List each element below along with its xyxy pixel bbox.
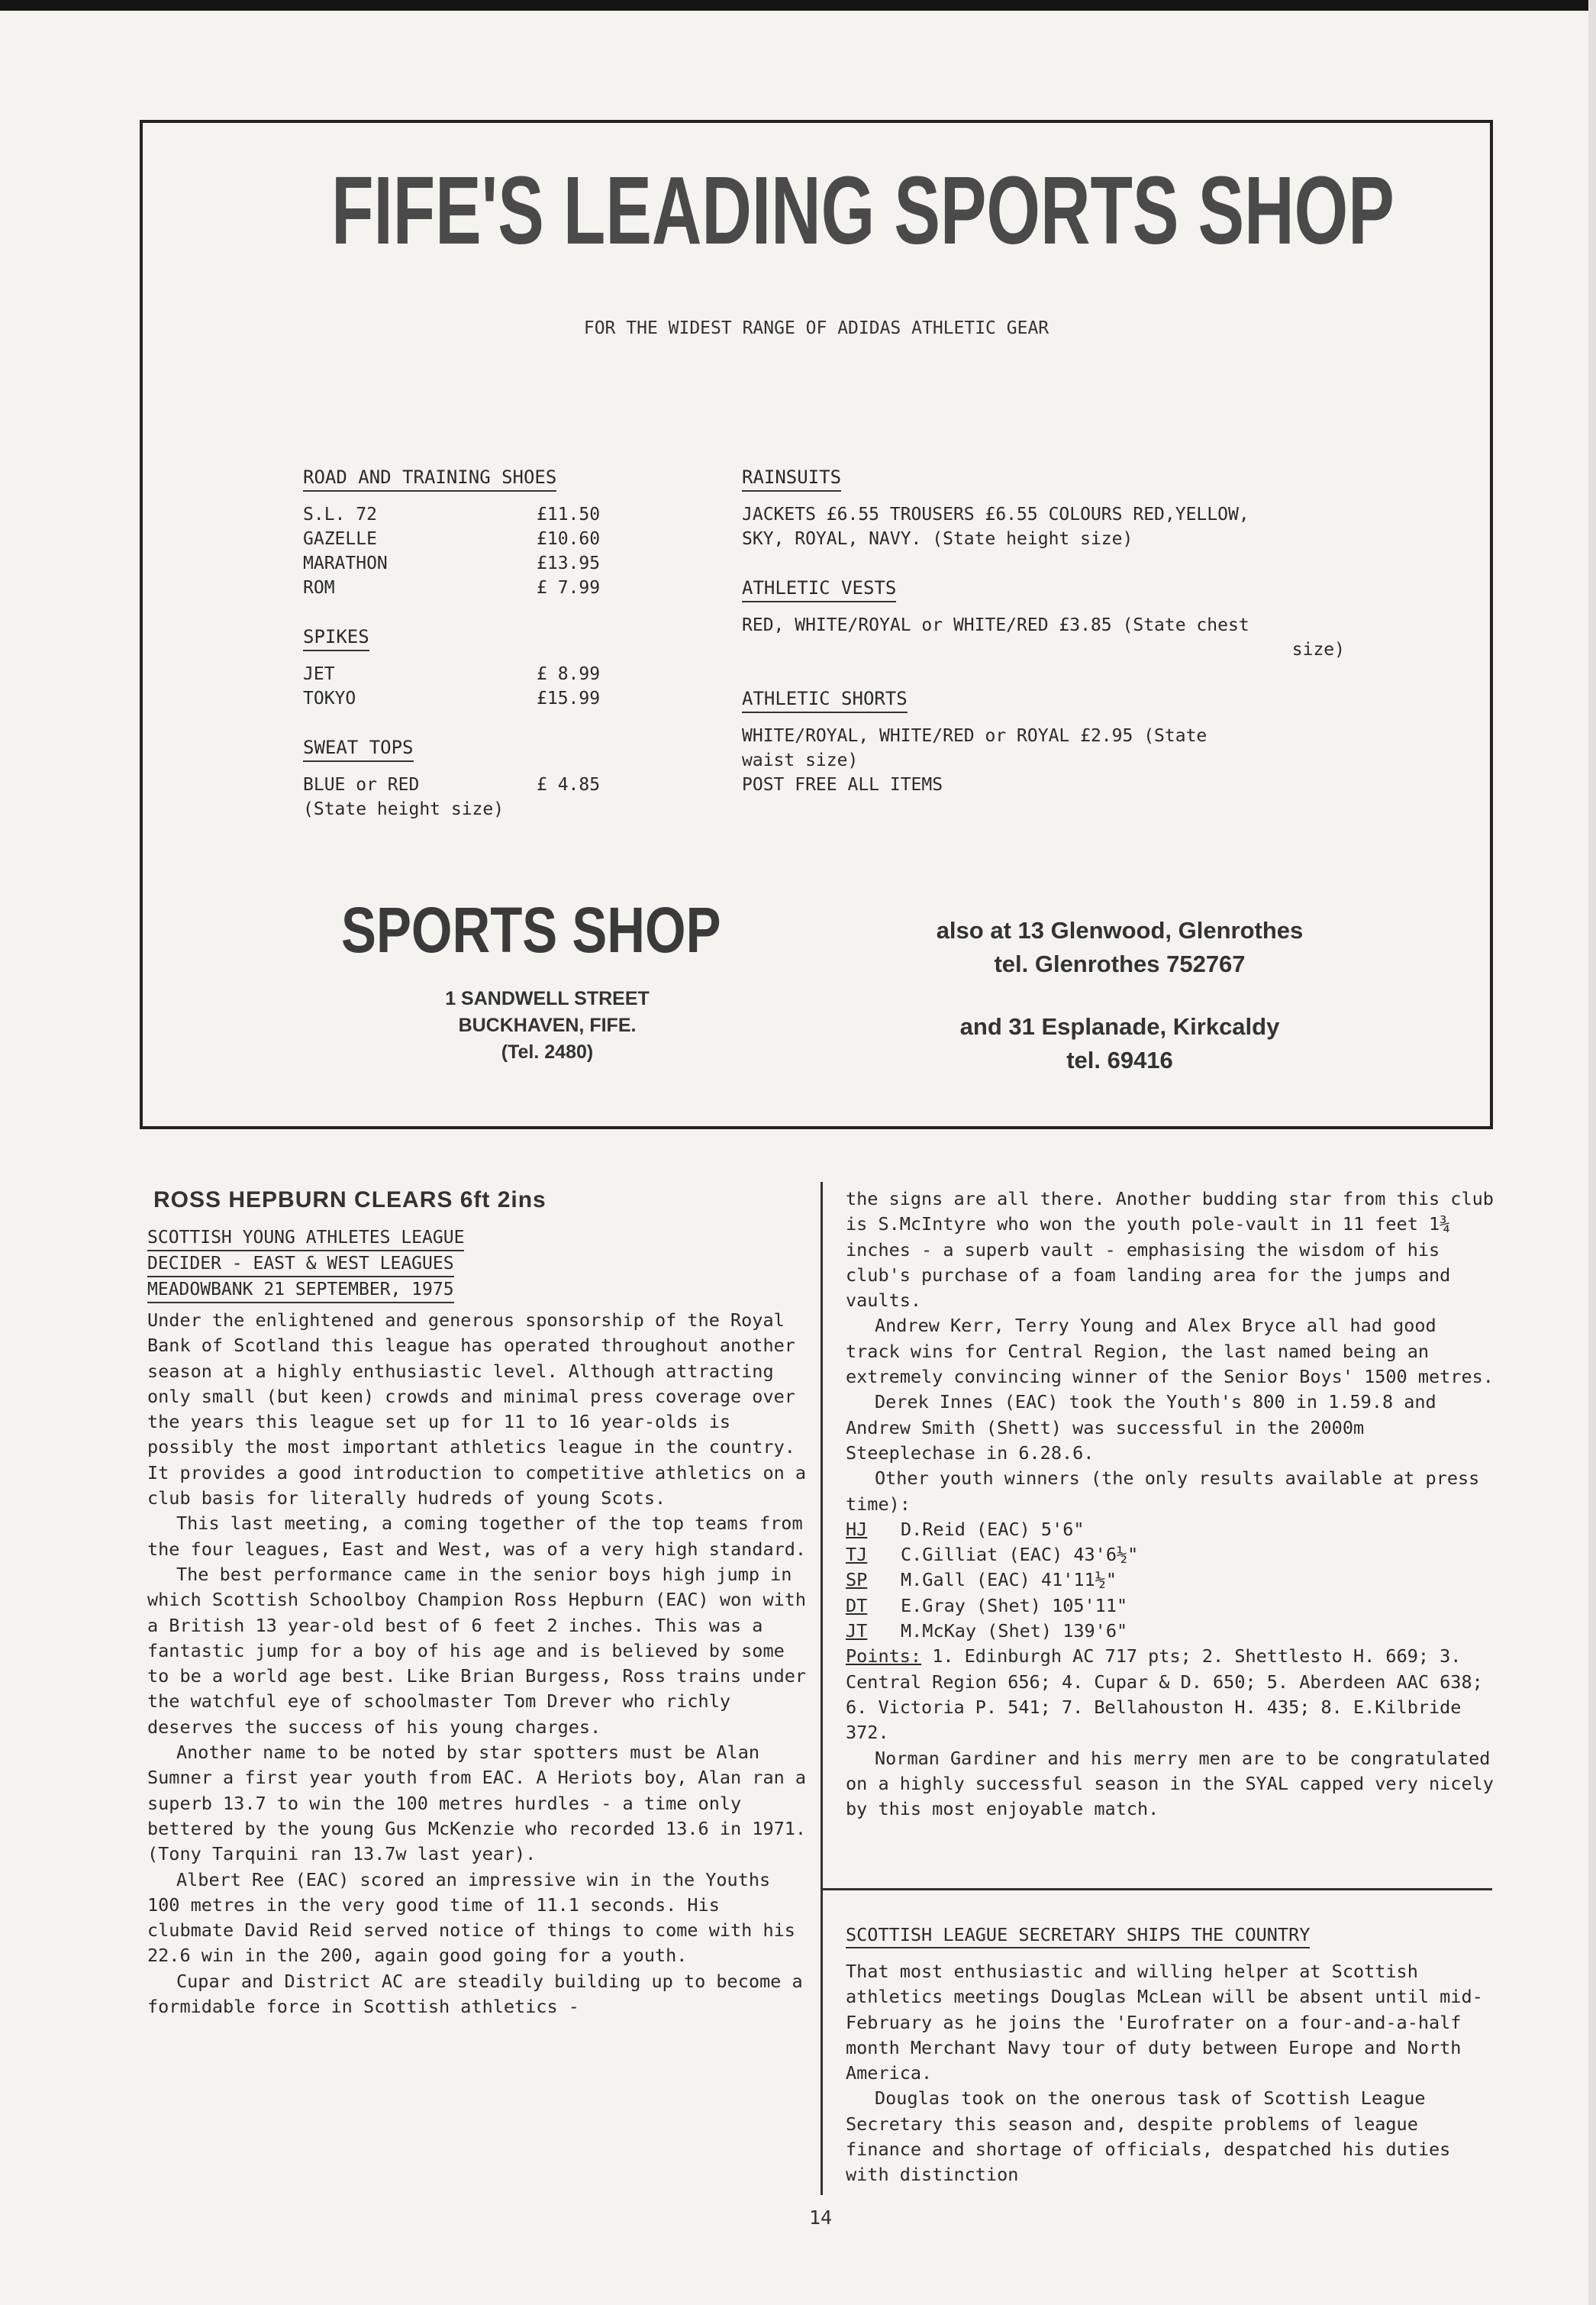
paragraph: That most enthusiastic and willing helper at Scottish athletics meetings Douglas McLean will be absent until mid-February as he joins the 'Eurofrater on a four-and-a-half month Merchant Navy tour of duty between Europe and North America. bbox=[846, 1961, 1483, 2084]
item-name: S.L. 72 bbox=[303, 505, 377, 525]
item-text: SKY, ROYAL, NAVY. (State height size) bbox=[742, 529, 1133, 549]
scan-right-edge bbox=[1588, 0, 1596, 2305]
vests-section bbox=[742, 577, 1429, 662]
subhead-line: SCOTTISH YOUNG ATHLETES LEAGUE bbox=[147, 1225, 464, 1251]
points-label: Points: bbox=[846, 1645, 922, 1667]
item-name: ROM bbox=[303, 578, 335, 598]
result-row bbox=[846, 1619, 1494, 1644]
sweat-tops-section bbox=[303, 737, 700, 822]
section-title: ATHLETIC VESTS bbox=[742, 577, 896, 602]
result-row bbox=[846, 1542, 1494, 1567]
result-text: D.Reid (EAC) 5'6" bbox=[901, 1518, 1085, 1540]
paragraph: Under the enlightened and generous sponsorship of the Royal Bank of Scotland this league has operated throughout another season at a highly enthusiastic level. Although attracting only small (but keen) crowds and minimal press coverage over the years this league set up for 11 to 16 year-olds is possibly the most important athletics league in the country. It provides a good introduction to competitive athletics on a club basis for literally hudreds of young Scots. bbox=[147, 1309, 807, 1509]
item-price: £10.60 bbox=[537, 529, 601, 549]
road-shoes-section bbox=[303, 466, 700, 600]
event-code: DT bbox=[846, 1594, 868, 1616]
item-price: £ 4.85 bbox=[537, 775, 601, 795]
shorts-section bbox=[742, 688, 1429, 797]
item-name: GAZELLE bbox=[303, 529, 377, 549]
subhead-line: MEADOWBANK 21 SEPTEMBER, 1975 bbox=[147, 1277, 454, 1303]
price-row bbox=[303, 551, 700, 576]
result-row bbox=[846, 1593, 1494, 1619]
result-text: M.McKay (Shet) 139'6" bbox=[901, 1620, 1128, 1642]
paragraph: Derek Innes (EAC) took the Youth's 800 in 1.59.8 and Andrew Smith (Shett) was successful in the 2000m Steeplechase in 6.28.6. bbox=[846, 1391, 1436, 1464]
paragraph: This last meeting, a coming together of the top teams from the four leagues, East and West, was of a very high standard. bbox=[147, 1512, 807, 1560]
article-divider bbox=[821, 1888, 1492, 1890]
event-code: SP bbox=[846, 1569, 868, 1591]
item-price: £ 7.99 bbox=[537, 578, 601, 598]
paragraph: Other youth winners (the only results available at press time): bbox=[846, 1467, 1480, 1515]
item-note: (State height size) bbox=[303, 799, 505, 819]
scan-top-edge bbox=[0, 0, 1596, 11]
address-line: 1 SANDWELL STREET bbox=[445, 988, 650, 1009]
item-price: £13.95 bbox=[537, 554, 601, 573]
branch-line: tel. 69416 bbox=[1066, 1047, 1173, 1073]
result-row bbox=[846, 1567, 1494, 1593]
points-paragraph bbox=[846, 1644, 1494, 1822]
paragraph: Norman Gardiner and his merry men are to be congratulated on a highly successful season in the SYAL capped very nicely by this most enjoyable match. bbox=[846, 1747, 1494, 1820]
result-text: E.Gray (Shet) 105'11" bbox=[901, 1594, 1128, 1616]
item-text: JACKETS £6.55 TROUSERS £6.55 COLOURS RED,YELLOW, bbox=[742, 505, 1249, 525]
address-line: BUCKHAVEN, FIFE. bbox=[458, 1015, 637, 1036]
ad-left-column bbox=[303, 466, 700, 847]
result-text: C.Gilliat (EAC) 43'6½" bbox=[901, 1544, 1139, 1566]
item-text: waist size) bbox=[742, 751, 859, 770]
paragraph: Cupar and District AC are steadily building up to become a formidable force in Scottish athletics - bbox=[147, 1970, 803, 2018]
item-name: JET bbox=[303, 664, 335, 684]
price-row bbox=[303, 686, 700, 711]
headline-text: SCOTTISH LEAGUE SECRETARY SHIPS THE COUNTRY bbox=[846, 1922, 1310, 1948]
item-name: BLUE or RED bbox=[303, 775, 420, 795]
item-price: £11.50 bbox=[537, 505, 601, 525]
article-body bbox=[846, 1186, 1494, 1517]
price-row bbox=[303, 576, 700, 600]
article-body bbox=[147, 1308, 808, 2019]
paragraph: Albert Ree (EAC) scored an impressive win in the Youths 100 metres in the very good time of 11.1 seconds. His clubmate David Reid served notice of things to come with his 22.6 win in the 200, again good going for a youth. bbox=[147, 1868, 795, 1967]
price-row bbox=[303, 527, 700, 551]
article-body bbox=[846, 1959, 1494, 2188]
ad-right-column bbox=[742, 466, 1429, 823]
section-title: ATHLETIC SHORTS bbox=[742, 688, 908, 713]
results-list bbox=[846, 1517, 1494, 1644]
branch-addresses bbox=[853, 914, 1387, 1077]
paragraph: Another name to be noted by star spotters must be Alan Sumner a first year youth from EAC. A Heriots boy, Alan ran a superb 13.7 to win the 100 metres hurdles - a time only bettered by the young Gus McKenzie who recorded 13.6 in 1971. (Tony Tarquini ran 13.7w last year). bbox=[147, 1742, 807, 1865]
item-name: MARATHON bbox=[303, 554, 388, 573]
item-text: WHITE/ROYAL, WHITE/RED or ROYAL £2.95 (State bbox=[742, 726, 1207, 746]
address-line: (Tel. 2480) bbox=[501, 1041, 594, 1063]
price-row bbox=[303, 662, 700, 686]
article-headline bbox=[846, 1922, 1494, 1948]
item-price: £15.99 bbox=[537, 689, 601, 709]
paragraph: Andrew Kerr, Terry Young and Alex Bryce all had good track wins for Central Region, the last named being an extremely convincing winner of the Senior Boys' 1500 metres. bbox=[846, 1315, 1494, 1388]
price-row bbox=[303, 773, 700, 797]
result-row bbox=[846, 1517, 1494, 1542]
paragraph: the signs are all there. Another budding star from this club is S.McIntyre who won the youth pole-vault in 11 feet 1¾ inches - a superb vault - emphasising the wisdom of his club's purchase of a foam landing area for the jumps and vaults. bbox=[846, 1188, 1494, 1312]
paragraph: Douglas took on the onerous task of Scottish League Secretary this season and, despite problems of league finance and shortage of officials, despatched his duties with distinction bbox=[846, 2087, 1451, 2186]
event-code: HJ bbox=[846, 1518, 868, 1540]
item-text: size) bbox=[1291, 640, 1345, 660]
paragraph: The best performance came in the senior boys high jump in which Scottish Schoolboy Champion Ross Hepburn (EAC) won with a British 13 year-old best of 6 feet 2 inches. This was a fantastic jump for a boy of his age and is believed by some to be a world age best. Like Brian Burgess, Ross trains under the watchful eye of schoolmaster Tom Drever who richly deserves the success of his young charges. bbox=[147, 1563, 807, 1738]
article-hepburn-left-column bbox=[147, 1187, 808, 2019]
sports-shop-advertisement bbox=[140, 120, 1493, 1129]
section-title: SWEAT TOPS bbox=[303, 737, 414, 762]
page-number: 14 bbox=[809, 2207, 833, 2229]
branch-line: and 31 Esplanade, Kirkcaldy bbox=[959, 1013, 1280, 1040]
result-text: M.Gall (EAC) 41'11½" bbox=[901, 1569, 1117, 1591]
points-text: 1. Edinburgh AC 717 pts; 2. Shettlesto H. 669; 3. Central Region 656; 4. Cupar & D. 650; 5. Aberdeen AAC 638; 6. Victoria P. 541; 7. Bellahouston H. 435; 8. E.Kilbride 372. bbox=[846, 1645, 1483, 1744]
spikes-section bbox=[303, 626, 700, 711]
ad-subheading: FOR THE WIDEST RANGE OF ADIDAS ATHLETIC GEAR bbox=[583, 318, 1049, 338]
article-league-secretary bbox=[846, 1922, 1494, 2188]
article-headline: ROSS HEPBURN CLEARS 6ft 2ins bbox=[153, 1187, 547, 1212]
branch-line: also at 13 Glenwood, Glenrothes bbox=[936, 917, 1304, 944]
item-name: TOKYO bbox=[303, 689, 356, 709]
section-title: RAINSUITS bbox=[742, 466, 841, 492]
price-row bbox=[303, 502, 700, 527]
shop-name: SPORTS SHOP bbox=[341, 894, 721, 966]
article-hepburn-right-column bbox=[846, 1182, 1494, 1822]
event-code: TJ bbox=[846, 1544, 868, 1566]
ad-headline: FIFE'S LEADING SPORTS SHOP bbox=[331, 157, 1394, 264]
shop-address bbox=[425, 986, 669, 1066]
section-title: SPIKES bbox=[303, 626, 369, 651]
section-title: ROAD AND TRAINING SHOES bbox=[303, 466, 556, 492]
rainsuits-section bbox=[742, 466, 1429, 551]
subhead-line: DECIDER - EAST & WEST LEAGUES bbox=[147, 1251, 454, 1277]
item-price: £ 8.99 bbox=[537, 664, 601, 684]
event-code: JT bbox=[846, 1620, 868, 1642]
column-divider bbox=[821, 1182, 823, 2195]
item-text: POST FREE ALL ITEMS bbox=[742, 775, 943, 795]
article-subhead bbox=[147, 1225, 808, 1303]
branch-line: tel. Glenrothes 752767 bbox=[994, 951, 1246, 977]
item-text: RED, WHITE/ROYAL or WHITE/RED £3.85 (State chest bbox=[742, 615, 1249, 635]
